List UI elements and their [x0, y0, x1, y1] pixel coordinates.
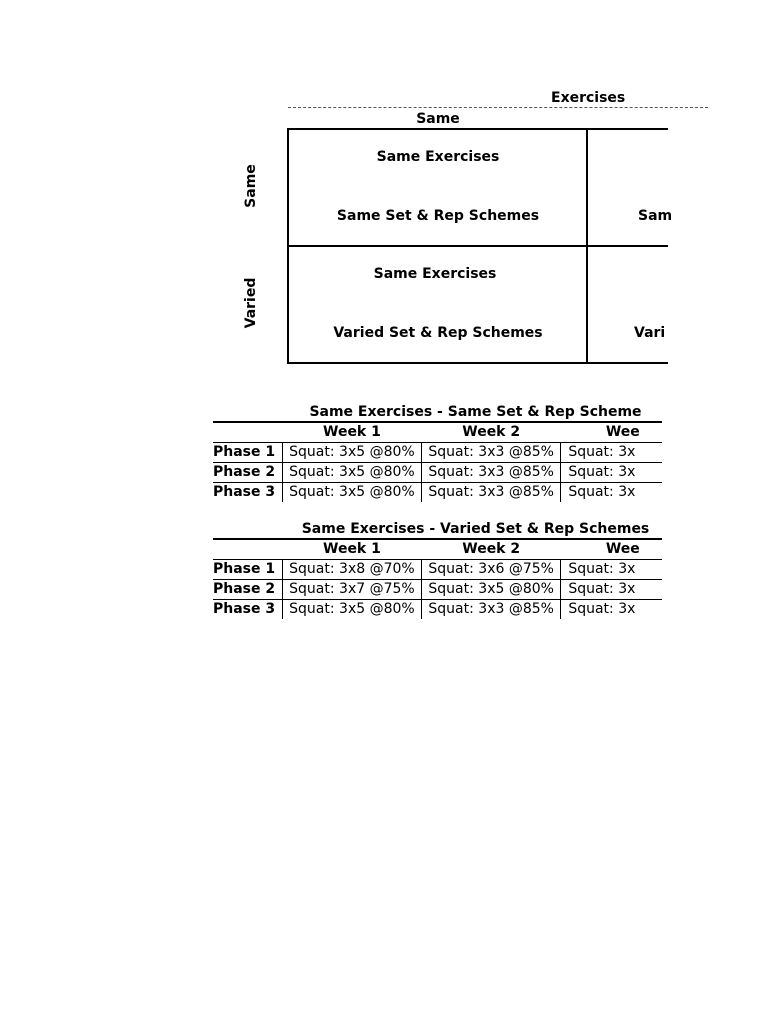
- exercises-axis-title: Exercises: [551, 90, 626, 106]
- table1-title: Same Exercises - Same Set & Rep Scheme: [309, 404, 642, 420]
- table-cell: Squat: 3x: [561, 483, 662, 503]
- table-cell: Squat: 3x5 @80%: [282, 483, 421, 503]
- table-cell: Squat: 3x3 @85%: [422, 600, 561, 620]
- table-header-cell: Wee: [561, 422, 662, 443]
- row-label: Phase 1: [213, 560, 282, 580]
- table-cell: Squat: 3x5 @80%: [282, 600, 421, 620]
- table-header-cell: Week 1: [282, 422, 421, 443]
- row-label-same: Same: [243, 164, 259, 208]
- table-cell: Squat: 3x5 @80%: [282, 463, 421, 483]
- table-row: [213, 463, 662, 483]
- table-header-row: [213, 422, 662, 443]
- table-corner: [213, 539, 282, 560]
- table-cell: Squat: 3x: [561, 600, 662, 620]
- cell-bottom-left-line1: Same Exercises: [373, 266, 497, 282]
- table-header-cell: Week 2: [422, 539, 561, 560]
- column-label-same: Same: [416, 111, 460, 127]
- row-label: Phase 3: [213, 483, 282, 503]
- table-cell: Squat: 3x: [561, 443, 662, 463]
- table-cell: Squat: 3x: [561, 463, 662, 483]
- table-cell: Squat: 3x3 @85%: [422, 463, 561, 483]
- table-cell: Squat: 3x: [561, 560, 662, 580]
- grid-top-border: [288, 128, 668, 130]
- cell-bottom-left-line2: Varied Set & Rep Schemes: [333, 325, 543, 341]
- table2: [213, 538, 662, 619]
- table-cell: Squat: 3x: [561, 580, 662, 600]
- table-cell: Squat: 3x8 @70%: [282, 560, 421, 580]
- table-cell: Squat: 3x3 @85%: [422, 483, 561, 503]
- exercises-axis-divider: [288, 107, 708, 108]
- table-cell: Squat: 3x5 @80%: [282, 443, 421, 463]
- table2-title: Same Exercises - Varied Set & Rep Schemes: [301, 521, 650, 537]
- table-row: [213, 443, 662, 463]
- table-cell: Squat: 3x5 @80%: [422, 580, 561, 600]
- cell-top-left-line2: Same Set & Rep Schemes: [336, 208, 540, 224]
- table-row: [213, 483, 662, 503]
- table-header-row: [213, 539, 662, 560]
- row-label: Phase 3: [213, 600, 282, 620]
- table-header-cell: Week 1: [282, 539, 421, 560]
- table-cell: Squat: 3x7 @75%: [282, 580, 421, 600]
- table-row: [213, 600, 662, 620]
- table-row: [213, 580, 662, 600]
- table-header-cell: Wee: [561, 539, 662, 560]
- table-cell: Squat: 3x3 @85%: [422, 443, 561, 463]
- row-label: Phase 1: [213, 443, 282, 463]
- table1: [213, 421, 662, 502]
- cell-top-left-line1: Same Exercises: [376, 149, 500, 165]
- cell-bottom-right-partial: Vari: [634, 325, 666, 341]
- cell-top-right-partial: Sam: [638, 208, 673, 224]
- row-label: Phase 2: [213, 463, 282, 483]
- grid-bottom-border: [288, 362, 668, 364]
- row-label-varied: Varied: [243, 277, 259, 329]
- grid-middle-border: [288, 245, 668, 247]
- table-header-cell: Week 2: [422, 422, 561, 443]
- table-cell: Squat: 3x6 @75%: [422, 560, 561, 580]
- table-row: [213, 560, 662, 580]
- table-corner: [213, 422, 282, 443]
- row-label: Phase 2: [213, 580, 282, 600]
